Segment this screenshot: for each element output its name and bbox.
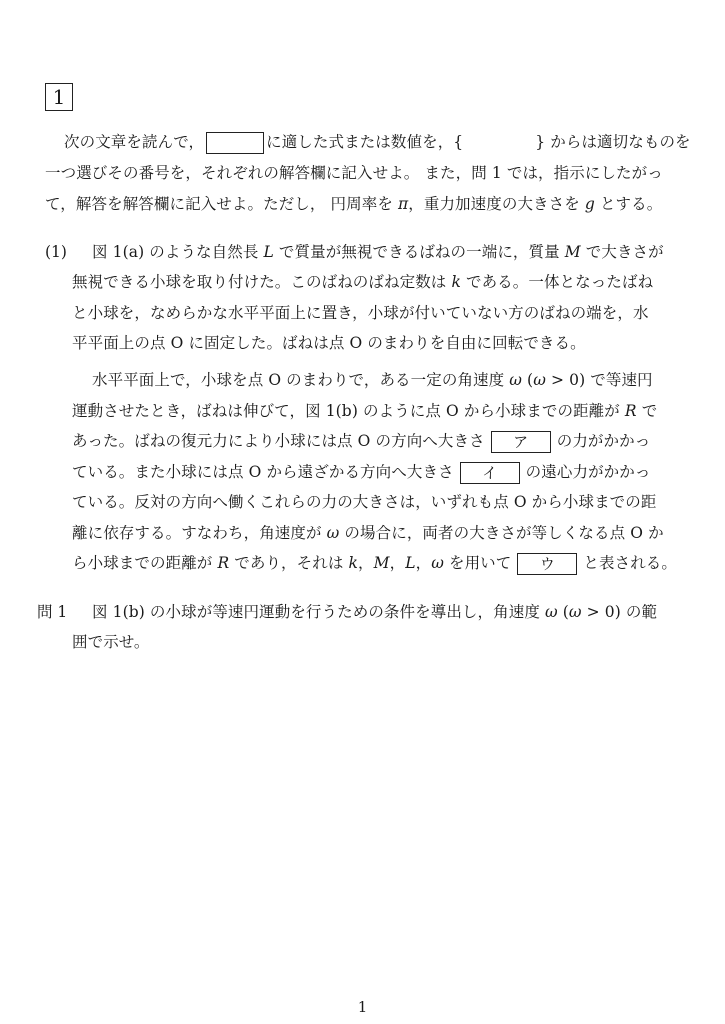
text: ている。また小球には点 O から遠ざかる方向へ大きさ bbox=[72, 463, 454, 481]
answer-box-u: ウ bbox=[517, 553, 577, 575]
intro-line-3 bbox=[45, 193, 662, 215]
text: ら小球までの距離が bbox=[72, 554, 218, 572]
omega-symbol: ω bbox=[326, 524, 340, 542]
text: 次の文章を読んで， bbox=[64, 133, 205, 151]
L-symbol: L bbox=[405, 554, 416, 572]
text: あった。ばねの復元力により小球には点 O の方向へ大きさ bbox=[72, 432, 485, 450]
text: } からは適切なものを bbox=[535, 133, 691, 151]
part1-para2-line-7 bbox=[72, 552, 677, 575]
part1-para2-line-3 bbox=[72, 430, 650, 453]
text: 図 1(a) のような自然長 bbox=[92, 243, 264, 261]
text: > 0) の範 bbox=[581, 603, 658, 621]
R-symbol: R bbox=[624, 402, 637, 420]
text: 無視できる小球を取り付けた。このばねのばね定数は bbox=[72, 273, 452, 291]
intro-line-2: 一つ選びその番号を，それぞれの解答欄に記入せよ。 また，問 1 では，指示にしたがっ bbox=[45, 164, 663, 182]
text: であり，それは bbox=[229, 554, 349, 572]
text: 運動させたとき，ばねは伸びて，図 1(b) のように点 O から小球までの距離が bbox=[72, 402, 625, 420]
text: > 0) で等速円 bbox=[545, 371, 653, 389]
text: 離に依存する。すなわち，角速度が bbox=[72, 524, 327, 542]
text: である。一体となったばね bbox=[460, 273, 654, 291]
question-number: 1 bbox=[52, 85, 66, 109]
part1-line-1 bbox=[92, 241, 664, 263]
part1-line-3: と小球を，なめらかな水平平面上に置き，小球が付いていない方のばねの端を，水 bbox=[72, 304, 649, 322]
text: で質量が無視できるばねの一端に，質量 bbox=[273, 243, 565, 261]
question1-line-2: 囲で示せ。 bbox=[72, 633, 150, 651]
g-symbol: g bbox=[584, 195, 595, 213]
text: を用いて bbox=[443, 554, 512, 572]
part1-line-2 bbox=[72, 271, 653, 293]
omega-symbol: ω bbox=[568, 603, 582, 621]
text: ， bbox=[389, 554, 406, 572]
text: で bbox=[636, 402, 658, 420]
part-1-label: (1) bbox=[45, 243, 67, 261]
text: ( bbox=[557, 603, 569, 621]
R-symbol: R bbox=[217, 554, 230, 572]
answer-box-a: ア bbox=[491, 431, 551, 453]
text: ， bbox=[357, 554, 374, 572]
part1-para2-line-2 bbox=[72, 400, 657, 422]
M-symbol: M bbox=[373, 554, 390, 572]
answer-blank-box bbox=[206, 132, 264, 154]
question1-line-1 bbox=[92, 601, 657, 623]
text: て，解答を解答欄に記入せよ。ただし， 円周率を bbox=[45, 195, 398, 213]
k-symbol: k bbox=[451, 273, 461, 291]
omega-symbol: ω bbox=[544, 603, 558, 621]
answer-box-i: イ bbox=[460, 462, 520, 484]
text: とする。 bbox=[594, 195, 663, 213]
question-1-label: 問 1 bbox=[37, 603, 68, 621]
k-symbol: k bbox=[348, 554, 358, 572]
page-number: 1 bbox=[357, 998, 368, 1016]
text: の場合に，両者の大きさが等しくなる点 O か bbox=[339, 524, 664, 542]
text: ，重力加速度の大きさを bbox=[408, 195, 585, 213]
omega-symbol: ω bbox=[533, 371, 546, 389]
question-number-box bbox=[45, 83, 73, 111]
part1-line-4: 平平面上の点 O に固定した。ばねは点 O のまわりを自由に回転できる。 bbox=[72, 334, 586, 352]
pi-symbol: π bbox=[397, 195, 409, 213]
part1-para2-line-4 bbox=[72, 461, 650, 484]
text: 水平平面上で，小球を点 O のまわりで，ある一定の角速度 bbox=[92, 371, 510, 389]
part1-para2-line-1 bbox=[92, 369, 653, 391]
text: に適した式または数値を，{ bbox=[266, 133, 464, 151]
omega-symbol: ω bbox=[431, 554, 444, 572]
omega-symbol: ω bbox=[509, 371, 523, 389]
text: で大きさが bbox=[580, 243, 664, 261]
L-symbol: L bbox=[263, 243, 274, 261]
part1-para2-line-5: ている。反対の方向へ働くこれらの力の大きさは，いずれも点 O から小球までの距 bbox=[72, 493, 657, 511]
text: の力がかかっ bbox=[556, 432, 651, 450]
text: 図 1(b) の小球が等速円運動を行うための条件を導出し，角速度 bbox=[92, 603, 545, 621]
text: の遠心力がかかっ bbox=[525, 463, 651, 481]
intro-line-1 bbox=[64, 131, 691, 154]
M-symbol: M bbox=[564, 243, 581, 261]
text: ( bbox=[522, 371, 534, 389]
text: と表される。 bbox=[583, 554, 677, 572]
part1-para2-line-6 bbox=[72, 522, 664, 544]
text: ， bbox=[415, 554, 432, 572]
